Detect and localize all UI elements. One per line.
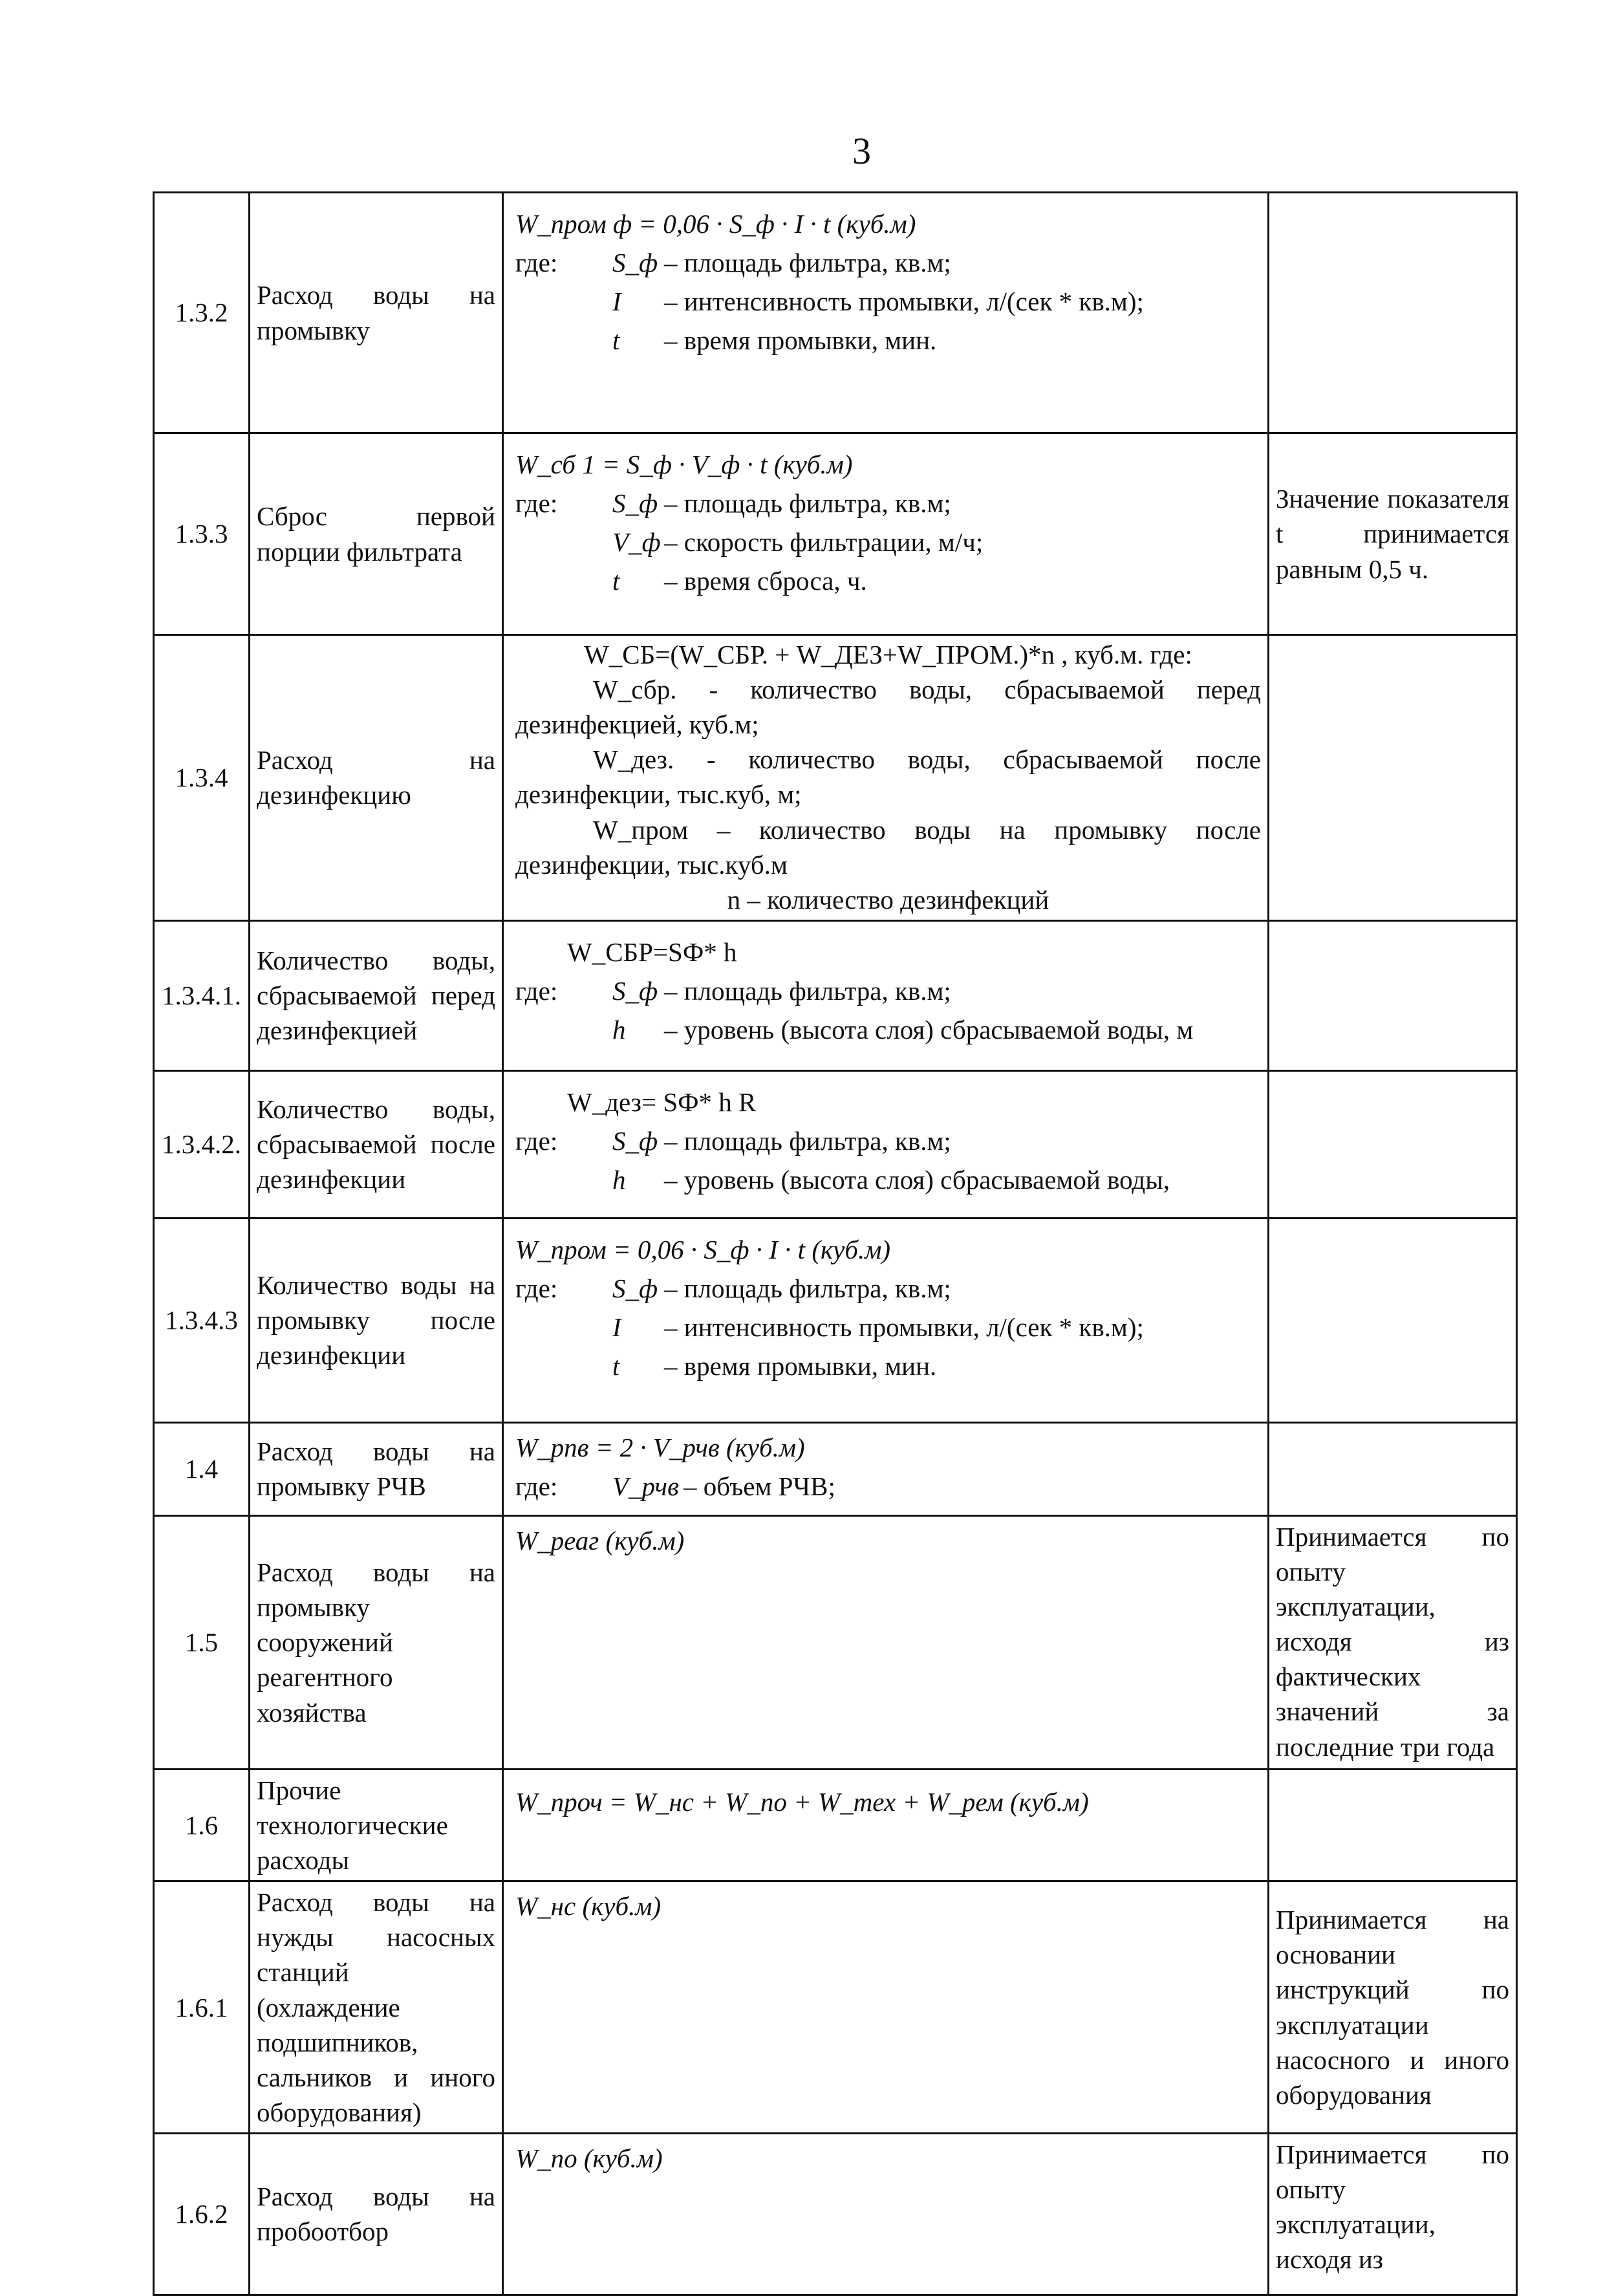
formula-main: W_сб 1 = S_ф · V_ф · t (куб.м)	[515, 449, 853, 479]
formula-main: W_пром ф = 0,06 · S_ф · I · t (куб.м)	[515, 209, 916, 239]
row-name: Расход воды на промывку	[250, 193, 503, 433]
row-note	[1269, 635, 1517, 921]
where-line: где: S_ф – площадь фильтра, кв.м;	[515, 1273, 951, 1303]
where-line: где: S_ф – площадь фильтра, кв.м;	[515, 488, 951, 519]
row-number: 1.3.2	[154, 193, 250, 433]
row-name: Сброс первой порции фильтрата	[250, 433, 503, 635]
table-row	[154, 1218, 1517, 1422]
row-number: 1.3.4.2.	[154, 1070, 250, 1218]
formula-line: W_сбр. - количество воды, сбрасываемой перед дезинфекцией, куб.м;	[515, 675, 1261, 740]
row-note: Значение показателя t принимается равным 0,5 ч.	[1269, 433, 1517, 635]
calculation-table	[153, 191, 1518, 2296]
row-note	[1269, 1769, 1517, 1881]
table-row	[154, 1769, 1517, 1881]
formula-main: W_пром = 0,06 · S_ф · I · t (куб.м)	[515, 1234, 891, 1264]
row-formula	[503, 2133, 1269, 2295]
row-note	[1269, 1218, 1517, 1422]
where-line: I – интенсивность промывки, л/(сек * кв.м);	[612, 287, 1144, 317]
formula-main: W_СБ=(W_СБР. + W_ДЕЗ+W_ПРОМ.)*n , куб.м. где:	[584, 640, 1192, 669]
table-row	[154, 635, 1517, 921]
formula-main: W_проч = W_нс + W_по + W_тех + W_рем (куб.м)	[515, 1786, 1089, 1817]
row-number: 1.3.4	[154, 635, 250, 921]
row-note	[1269, 193, 1517, 433]
row-formula	[503, 1769, 1269, 1881]
row-formula	[503, 1070, 1269, 1218]
row-formula	[503, 1218, 1269, 1422]
where-line: h – уровень (высота слоя) сбрасываемой воды, м	[612, 1015, 1194, 1045]
where-line: t – время промывки, мин.	[612, 1351, 937, 1381]
row-number: 1.3.4.1.	[154, 920, 250, 1070]
table-row	[154, 1515, 1517, 1769]
row-name: Количество воды, сбрасываемой после дезинфекции	[250, 1070, 503, 1218]
row-name: Расход воды на пробоотбор	[250, 2133, 503, 2295]
table-row	[154, 433, 1517, 635]
table-row	[154, 2133, 1517, 2295]
table-row	[154, 1422, 1517, 1515]
row-number: 1.3.3	[154, 433, 250, 635]
formula-line: W_пром – количество воды на промывку после дезинфекции, тыс.куб.м	[515, 814, 1261, 880]
row-number: 1.6	[154, 1769, 250, 1881]
row-note: Принимается по опыту эксплуатации, исходя из	[1269, 2133, 1517, 2295]
row-note	[1269, 1422, 1517, 1515]
formula-main: W_реаг (куб.м)	[515, 1525, 685, 1555]
where-line: t – время промывки, мин.	[612, 325, 937, 356]
where-line: V_ф – скорость фильтрации, м/ч;	[612, 527, 984, 558]
row-name: Прочие технологические расходы	[250, 1769, 503, 1881]
row-formula	[503, 1422, 1269, 1515]
table-row	[154, 193, 1517, 433]
row-note	[1269, 1070, 1517, 1218]
formula-line: W_дез. - количество воды, сбрасываемой после дезинфекции, тыс.куб, м;	[515, 744, 1261, 810]
formula-main: W_нс (куб.м)	[515, 1891, 662, 1922]
formula-main: W_СБР=SФ* h	[567, 937, 737, 967]
where-line: I – интенсивность промывки, л/(сек * кв.м);	[612, 1312, 1144, 1343]
row-number: 1.5	[154, 1515, 250, 1769]
row-name: Расход воды на промывку сооружений реагентного хозяйства	[250, 1515, 503, 1769]
row-formula	[503, 193, 1269, 433]
row-number: 1.4	[154, 1422, 250, 1515]
row-name: Количество воды, сбрасываемой перед дезинфекцией	[250, 920, 503, 1070]
where-line: h – уровень (высота слоя) сбрасываемой воды,	[612, 1165, 1170, 1195]
formula-main: W_дез= SФ* h R	[567, 1087, 757, 1117]
where-line: где: S_ф – площадь фильтра, кв.м;	[515, 248, 951, 278]
table-row	[154, 920, 1517, 1070]
page-number: 3	[852, 130, 871, 172]
where-line: t – время сброса, ч.	[612, 566, 867, 596]
where-line: где: S_ф – площадь фильтра, кв.м;	[515, 1125, 951, 1156]
formula-line: n – количество дезинфекций	[727, 884, 1049, 915]
table-row	[154, 1881, 1517, 2134]
row-name: Расход на дезинфекцию	[250, 635, 503, 921]
row-note: Принимается на основании инструкций по эксплуатации насосного и иного оборудования	[1269, 1881, 1517, 2134]
row-formula	[503, 433, 1269, 635]
row-name: Количество воды на промывку после дезинфекции	[250, 1218, 503, 1422]
row-name: Расход воды на нужды насосных станций (охлаждение подшипников, сальников и иного оборудования)	[250, 1881, 503, 2134]
row-number: 1.6.2	[154, 2133, 250, 2295]
where-line: где: V_рчв – объем РЧВ;	[515, 1471, 835, 1501]
row-note: Принимается по опыту эксплуатации, исходя из фактических значений за последние три года	[1269, 1515, 1517, 1769]
row-formula	[503, 1881, 1269, 2134]
table-row	[154, 1070, 1517, 1218]
row-formula	[503, 635, 1269, 921]
row-note	[1269, 920, 1517, 1070]
row-number: 1.3.4.3	[154, 1218, 250, 1422]
row-formula	[503, 920, 1269, 1070]
formula-main: W_по (куб.м)	[515, 2143, 663, 2173]
row-name: Расход воды на промывку РЧВ	[250, 1422, 503, 1515]
row-number: 1.6.1	[154, 1881, 250, 2134]
formula-main: W_рпв = 2 · V_рчв (куб.м)	[515, 1432, 805, 1462]
where-line: где: S_ф – площадь фильтра, кв.м;	[515, 975, 951, 1006]
row-formula	[503, 1515, 1269, 1769]
